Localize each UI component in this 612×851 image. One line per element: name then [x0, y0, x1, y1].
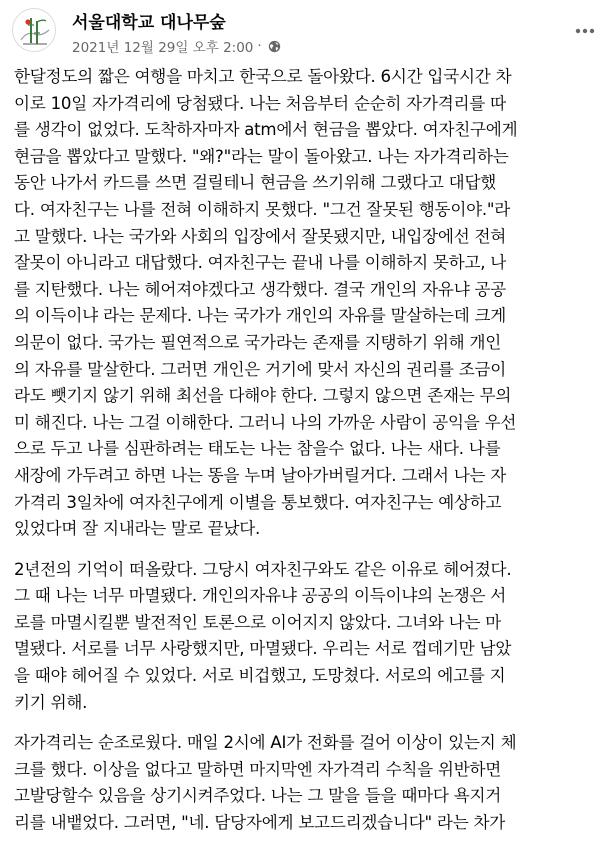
page-name-link[interactable]: 서울대학교 대나무숲 [72, 13, 226, 33]
post-paragraph-1 [14, 64, 602, 543]
text-line: 크를 했다. 이상을 없다고 말하면 마지막엔 자가격리 수칙을 위반하면 [14, 759, 502, 779]
text-line: 고 말했다. 나는 국가와 사회의 입장에서 잘못됐지만, 내입장에선 전혀 [14, 226, 507, 246]
text-line: 현금을 뽑았다고 말했다. "왜?"라는 말이 돌아왔고. 나는 자가격리하는 [14, 146, 509, 166]
post-paragraph-2 [14, 557, 602, 717]
more-horizontal-icon [575, 28, 595, 34]
text-line: 라도 뺏기지 않기 위해 최선을 다해야 한다. 그렇지 않으면 존재는 무의 [14, 386, 512, 406]
post-body [14, 64, 602, 851]
text-line: 멸됐다. 서로를 너무 사랑했지만, 마멸됐다. 우리는 서로 껍데기만 남았 [14, 639, 512, 659]
text-line: 가격리 3일차에 여자친구에게 이별을 통보했다. 여자친구는 예상하고 [14, 492, 502, 512]
text-line: 다. 여자친구는 나를 전혀 이해하지 못했다. "그건 잘못된 행동이야."라 [14, 199, 511, 219]
text-line: 를 지탄했다. 나는 헤어져야겠다고 생각했다. 결국 개인의 자유냐 공공 [14, 279, 507, 299]
text-line: 의 자유를 말살한다. 그러면 개인은 거기에 맞서 자신의 권리를 조금이 [14, 359, 507, 379]
text-line: 로를 마멸시킬뿐 발전적인 토론으로 이어지지 않았다. 그녀와 나는 마 [14, 612, 502, 632]
post-timestamp[interactable]: 2021년 12월 29일 오후 2:00 [72, 40, 254, 56]
text-line: 미 해진다. 나는 그걸 이해한다. 그러니 나의 가까운 사람이 공익을 우선 [14, 412, 517, 432]
text-line: 키기 위해. [14, 692, 88, 712]
text-line: 의문이 없다. 국가는 필연적으로 국가라는 존재를 지탱하기 위해 개인 [14, 332, 502, 352]
text-line: 동안 나가서 카드를 쓰면 걸릴테니 현금을 쓰기위해 그랬다고 대답했 [14, 173, 497, 193]
text-line: 고발당할수 있음을 상기시켜주었다. 나는 그 말을 들을 때마다 욕지거 [14, 786, 502, 806]
text-line: 한달정도의 짧은 여행을 마치고 한국으로 돌아왔다. 6시간 입국시간 차 [14, 67, 512, 86]
text-line: 잘못이 아니라고 대답했다. 여자친구는 끝내 나를 이해하지 못하고, 나 [14, 253, 507, 273]
text-line: 있었다며 잘 지내라는 말로 끝났다. [14, 519, 261, 539]
bamboo-forest-logo-icon [13, 9, 56, 52]
text-line: 으로 두고 나를 심판하려는 태도는 나는 참을수 없다. 나는 새다. 나를 [14, 439, 501, 459]
text-line: 새장에 가두려고 하면 나는 똥을 누며 날아가버릴거다. 그래서 나는 자 [14, 465, 507, 485]
text-line: 이로 10일 자가격리에 당첨됐다. 나는 처음부터 순순히 자가격리를 따 [14, 93, 506, 113]
post-paragraph-3 [14, 730, 602, 836]
post-meta [72, 37, 281, 55]
meta-separator: · [257, 38, 262, 54]
post-header [0, 0, 612, 64]
text-line: 그 때 나는 너무 마멸됐다. 개인의자유냐 공공의 이득이냐의 논쟁은 서 [14, 586, 507, 606]
text-line: 을 때야 헤어질 수 있었다. 서로 비겁했고, 도망쳤다. 서로의 에고를 지 [14, 666, 506, 686]
text-line: 의 이득이냐 라는 문제다. 나는 국가가 개인의 자유를 말살하는데 크게 [14, 306, 507, 326]
text-line: 자가격리는 순조로웠다. 매일 2시에 AI가 전화를 걸어 이상이 있는지 체 [14, 733, 517, 753]
page-avatar[interactable] [12, 8, 56, 52]
text-line: 를 생각이 없었다. 도착하자마자 atm에서 현금을 뽑았다. 여자친구에게 [14, 120, 518, 140]
text-line: 리를 내뱉었다. 그러면, "네. 담당자에게 보고드리겠습니다" 라는 차가 [14, 813, 506, 833]
text-line: 2년전의 기억이 떠올랐다. 그당시 여자친구와도 같은 이유로 헤어졌다. [14, 559, 512, 579]
globe-icon [268, 40, 281, 53]
more-options-button[interactable] [570, 16, 600, 46]
